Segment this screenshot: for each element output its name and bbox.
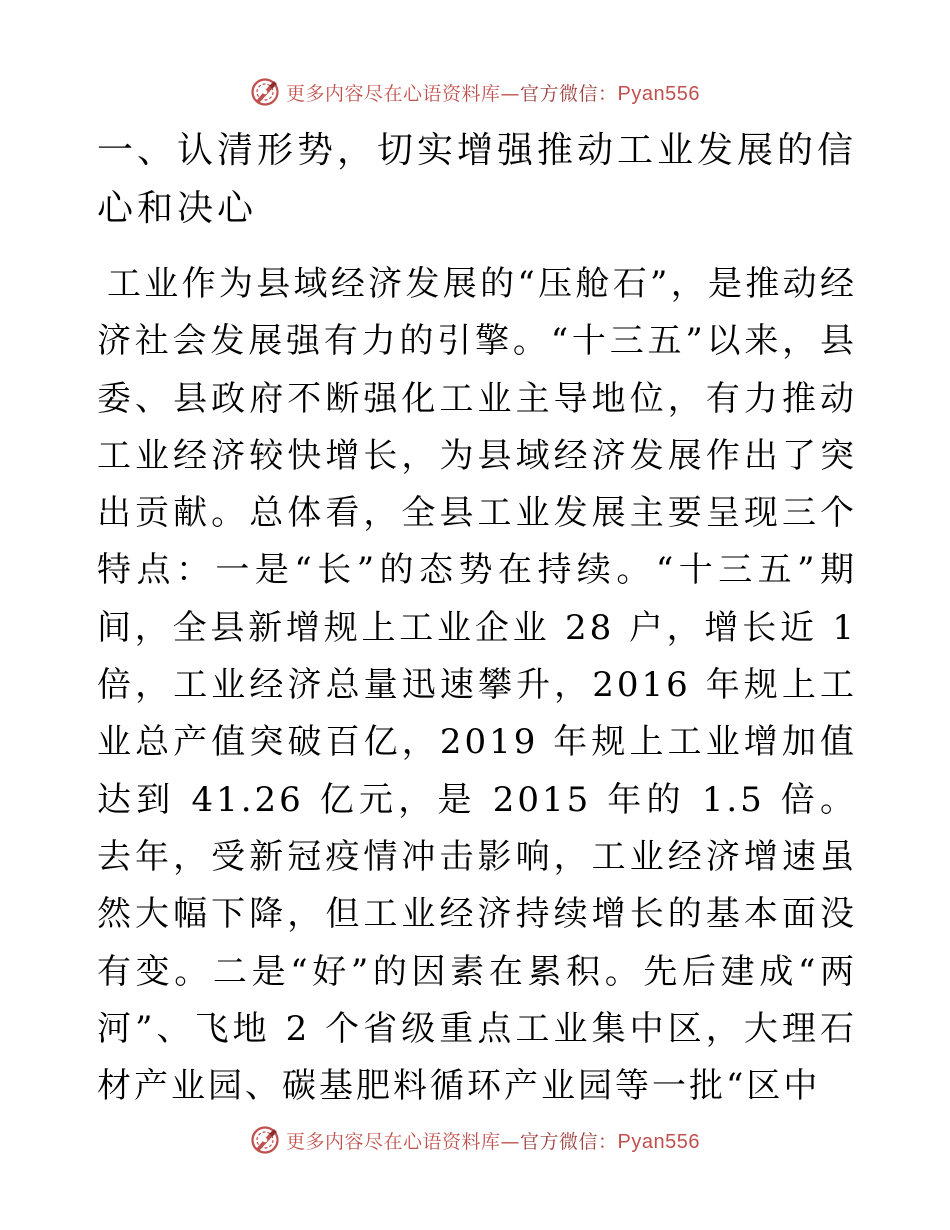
body-paragraph: 工业作为县域经济发展的“压舱石”，是推动经济社会发展强有力的引擎。“十三五”以来，县委、县政府不断强化工业主导地位，有力推动工业经济较快增长，为县域经济发展作出了突出贡献。总体看，全县工业发展主要呈现三个特点：一是“长”的态势在持续。“十三五”期间，全县新增规上工业企业 28 户，增长近 1 倍，工业经济总量迅速攀升，2016 年规上工业总产值突破百亿，2019 年规上工业增加值达到 41.26 亿元，是 2015 年的 1.5 倍。去年，受新冠疫情冲击影响，工业经济增速虽然大幅下降，但工业经济持续增长的基本面没有变。二是“好”的因素在累积。先后建成“两河”、飞地 2 个省级重点工业集中区，大理石材产业园、碳基肥料循环产业园等一批“区中 [97, 264, 857, 1107]
section-heading: 一、认清形势，切实增强推动工业发展的信心和决心 [97, 130, 858, 229]
header-banner [0, 72, 950, 112]
footer-banner-text [286, 1127, 700, 1154]
header-banner-separator: — [500, 82, 521, 105]
header-banner-wechat-id: Pyan556 [617, 82, 700, 105]
header-banner-text [286, 79, 700, 106]
footer-banner-main: 更多内容尽在心语资料库 [286, 1130, 501, 1153]
pen-logo-icon [250, 1125, 280, 1155]
header-banner-wechat-label: 官方微信： [520, 82, 618, 105]
footer-banner [0, 1120, 950, 1160]
footer-banner-separator: — [500, 1130, 521, 1153]
pen-logo-icon [250, 77, 280, 107]
footer-banner-wechat-label: 官方微信： [520, 1130, 618, 1153]
header-banner-main: 更多内容尽在心语资料库 [286, 82, 501, 105]
footer-banner-wechat-id: Pyan556 [617, 1130, 700, 1153]
